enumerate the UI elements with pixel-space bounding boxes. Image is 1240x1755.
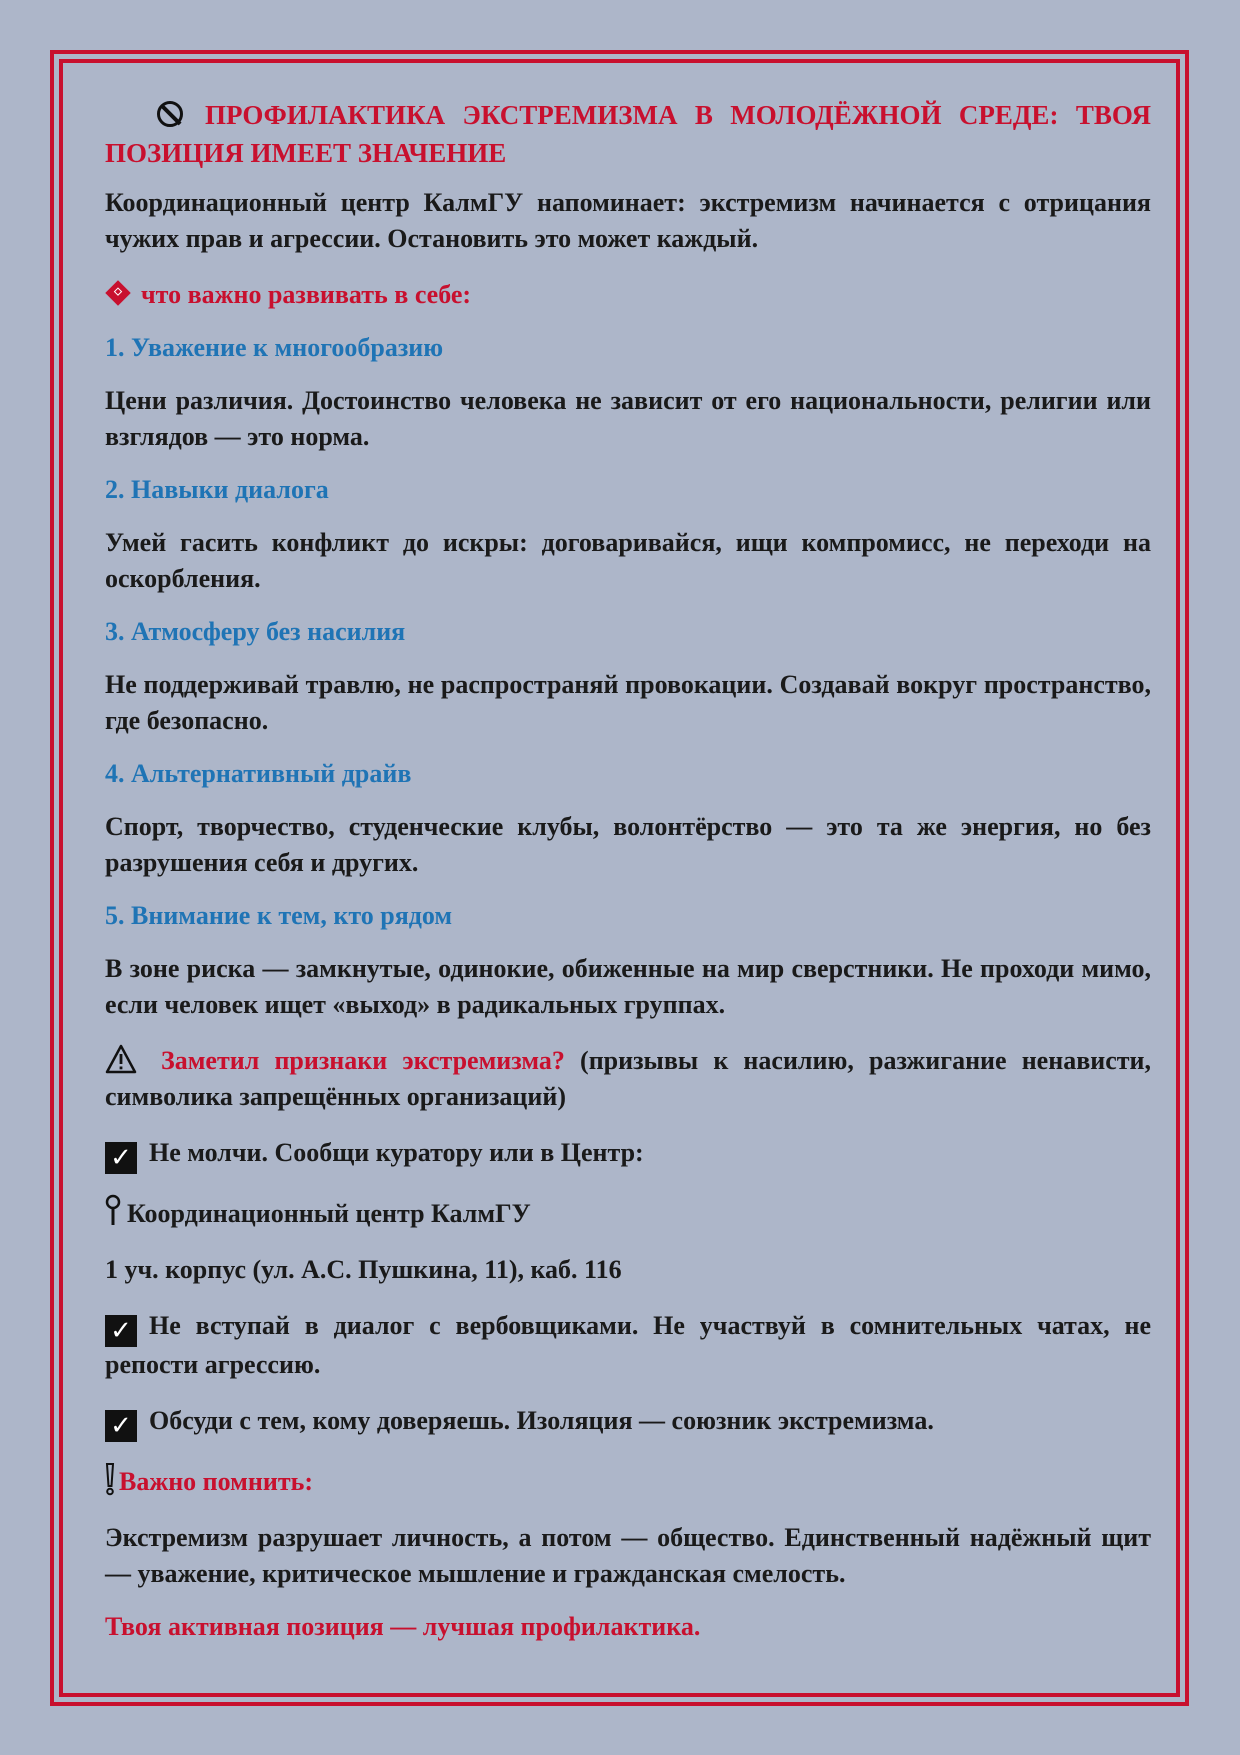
remember-heading: Важно помнить: bbox=[105, 1462, 1151, 1500]
warning-paragraph bbox=[105, 1043, 1151, 1115]
exclamation-icon bbox=[105, 1462, 115, 1496]
center-address: 1 уч. корпус (ул. А.С. Пушкина, 11), каб. 116 bbox=[105, 1255, 622, 1284]
warning-details: (призывы к насилию, разжигание ненависти, символика запрещённых организаций) bbox=[105, 1046, 1152, 1111]
diamond-icon bbox=[105, 280, 130, 305]
item-3-heading: 3. Атмосферу без насилия bbox=[105, 617, 406, 646]
item-4-text: Спорт, творчество, студенческие клубы, волонтёрство — это та же энергия, но без разрушения себя и других. bbox=[105, 812, 1151, 877]
remember-text: Экстремизм разрушает личность, а потом — общество. Единственный надёжный щит — уважение, критическое мышление и гражданская смелость. bbox=[105, 1523, 1151, 1588]
item-2-heading: 2. Навыки диалога bbox=[105, 475, 329, 504]
document-body bbox=[105, 96, 1151, 1645]
action-no-dialog: ✓ Не вступай в диалог с вербовщиками. Не участвуй в сомнительных чатах, не репости агрессию. bbox=[105, 1311, 1151, 1379]
center-name-line: Координационный центр КалмГУ bbox=[105, 1194, 1151, 1232]
warning-question: Заметил признаки экстремизма? bbox=[161, 1046, 565, 1075]
item-3-text: Не поддерживай травлю, не распространяй провокации. Создавай вокруг пространство, где безопасно. bbox=[105, 670, 1151, 735]
action-report: ✓ Не молчи. Сообщи куратору или в Центр: bbox=[105, 1135, 1151, 1174]
checkmark-icon: ✓ bbox=[105, 1142, 137, 1174]
checkmark-icon: ✓ bbox=[105, 1315, 137, 1347]
pin-icon bbox=[105, 1194, 121, 1228]
closing-line: Твоя активная позиция — лучшая профилактика. bbox=[105, 1612, 701, 1641]
item-1-heading: 1. Уважение к многообразию bbox=[105, 333, 444, 362]
prohibited-icon bbox=[157, 101, 183, 127]
item-2-text: Умей гасить конфликт до искры: договаривайся, ищи компромисс, не переходи на оскорбления. bbox=[105, 528, 1151, 593]
page-title: ПРОФИЛАКТИКА ЭКСТРЕМИЗМА В МОЛОДЁЖНОЙ СРЕДЕ: ТВОЯ ПОЗИЦИЯ ИМЕЕТ ЗНАЧЕНИЕ bbox=[105, 100, 1151, 168]
item-5-text: В зоне риска — замкнутые, одинокие, обиженные на мир сверстники. Не проходи мимо, если человек ищет «выход» в радикальных группах. bbox=[105, 954, 1151, 1019]
intro-paragraph: Координационный центр КалмГУ напоминает: экстремизм начинается с отрицания чужих прав и агрессии. Остановить это может каждый. bbox=[105, 188, 1151, 253]
checkmark-icon: ✓ bbox=[105, 1410, 137, 1442]
develop-heading: что важно развивать в себе: bbox=[105, 277, 1151, 313]
item-5-heading: 5. Внимание к тем, кто рядом bbox=[105, 901, 453, 930]
action-discuss: ✓ Обсуди с тем, кому доверяешь. Изоляция — союзник экстремизма. bbox=[105, 1403, 1151, 1442]
item-4-heading: 4. Альтернативный драйв bbox=[105, 759, 412, 788]
item-1-text: Цени различия. Достоинство человека не зависит от его национальности, религии или взглядов — это норма. bbox=[105, 386, 1151, 451]
warning-icon bbox=[105, 1044, 137, 1074]
